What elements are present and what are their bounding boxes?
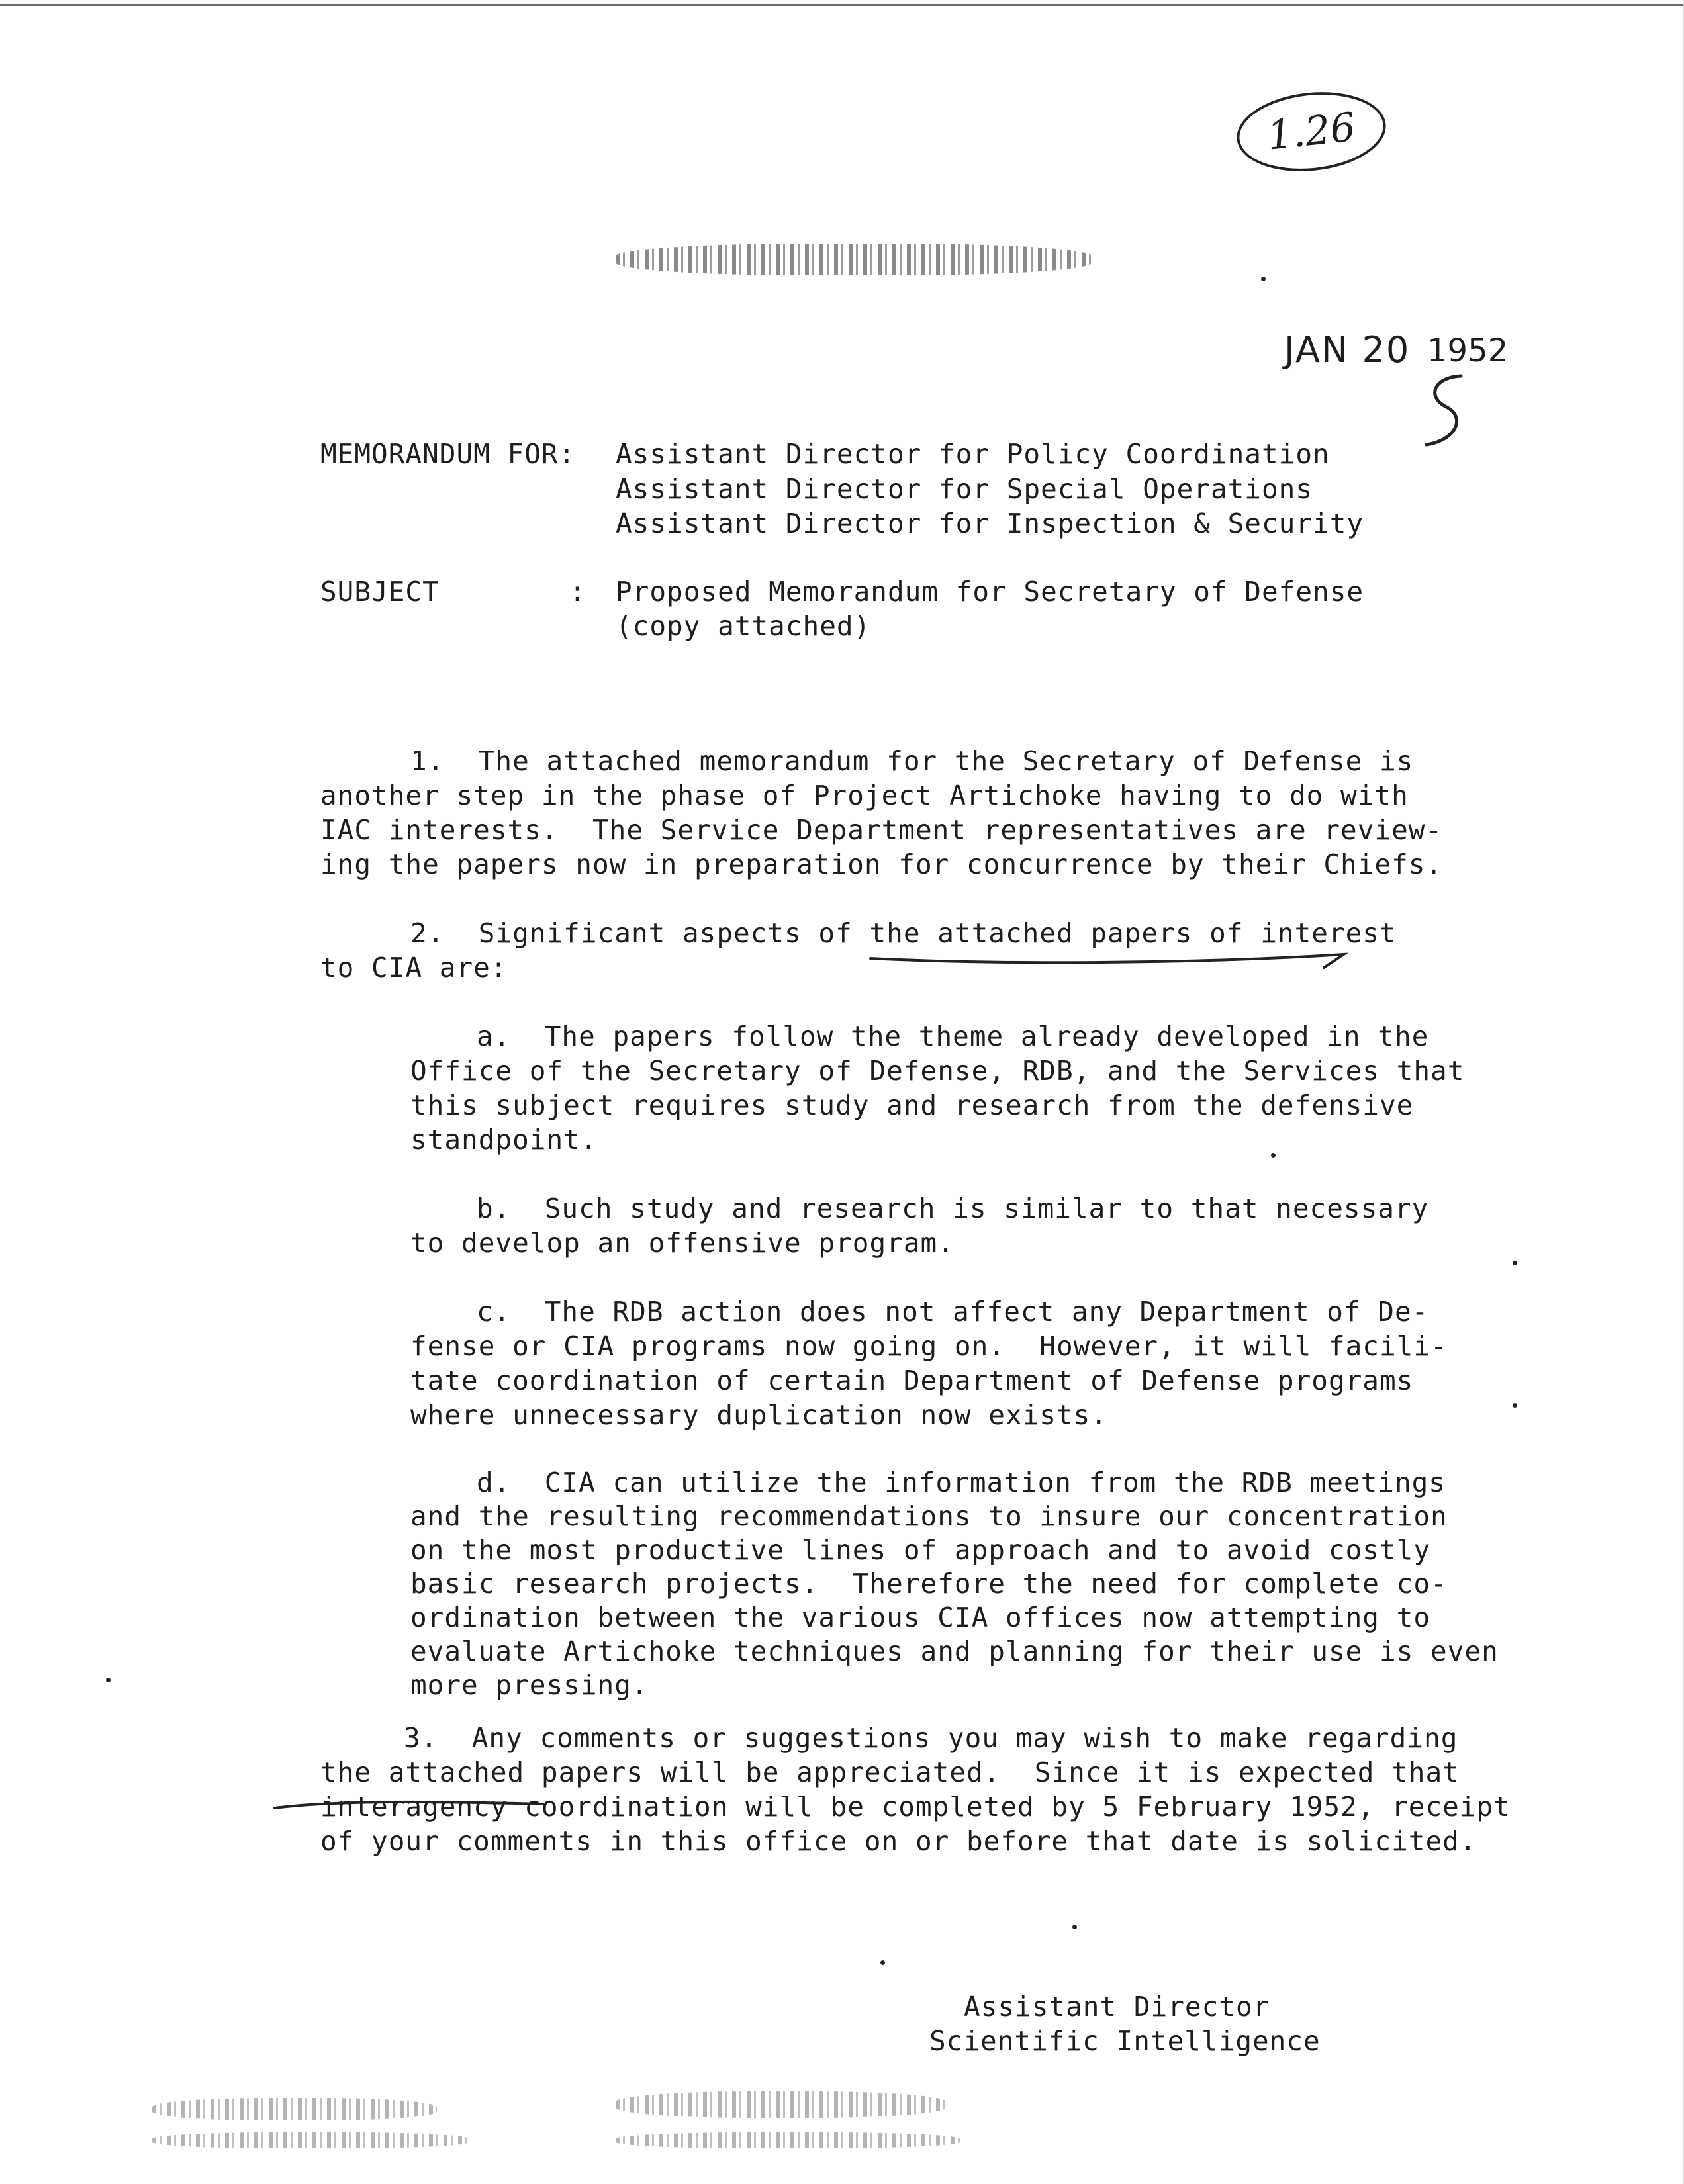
paragraph-3-line: 3. Any comments or suggestions you may wish to make regarding [404, 1722, 1458, 1754]
item-a-line: a. The papers follow the theme already developed in the [477, 1021, 1429, 1052]
signature-office: Scientific Intelligence [929, 2025, 1321, 2057]
subject-label: SUBJECT [320, 576, 440, 608]
paragraph-3-line: interagency coordination will be completed by 5 February 1952, receipt [320, 1791, 1511, 1823]
signature-title: Assistant Director [964, 1991, 1270, 2023]
item-c-line: c. The RDB action does not affect any Department of De- [477, 1296, 1429, 1328]
scan-speck [880, 1960, 885, 1965]
item-c-line: where unnecessary duplication now exists. [410, 1399, 1108, 1431]
redaction-smudge [616, 2132, 960, 2148]
subject-colon: : [569, 576, 586, 608]
item-d-line: and the resulting recommendations to insure our concentration [410, 1500, 1448, 1532]
date-stamp: JAN 20 [1284, 329, 1411, 371]
scan-speck [1513, 1261, 1517, 1265]
paragraph-1-line: ing the papers now in preparation for concurrence by their Chiefs. [320, 848, 1443, 880]
item-d-line: d. CIA can utilize the information from the RDB meetings [477, 1467, 1446, 1498]
paragraph-1-line: another step in the phase of Project Artichoke having to do with [320, 780, 1409, 811]
addressee-line: Assistant Director for Policy Coordination [616, 438, 1330, 470]
scan-top-border [0, 4, 1684, 6]
item-c-line: tate coordination of certain Department of Defense programs [410, 1365, 1414, 1396]
item-d-line: evaluate Artichoke techniques and planning for their use is even [410, 1635, 1499, 1667]
redaction-smudge [616, 244, 1092, 275]
paragraph-1-line: 1. The attached memorandum for the Secretary of Defense is [410, 745, 1414, 777]
redaction-smudge [616, 2091, 947, 2118]
paragraph-2-line: 2. Significant aspects of the attached papers of interest [410, 917, 1397, 949]
item-a-line: standpoint. [410, 1124, 598, 1156]
item-d-line: more pressing. [410, 1669, 649, 1701]
paragraph-2-line: to CIA are: [320, 952, 508, 983]
scan-speck [1513, 1403, 1517, 1408]
item-a-line: Office of the Secretary of Defense, RDB, and the Services that [410, 1055, 1465, 1087]
handwritten-underline [867, 945, 1364, 972]
redaction-smudge [152, 2098, 437, 2120]
item-d-line: basic research projects. Therefore the need for complete co- [410, 1568, 1448, 1600]
paragraph-1-line: IAC interests. The Service Department representatives are review- [320, 814, 1443, 846]
addressee-line: Assistant Director for Inspection & Security [616, 508, 1364, 539]
item-a-line: this subject requires study and research from the defensive [410, 1089, 1414, 1121]
redaction-smudge [152, 2132, 470, 2148]
item-d-line: on the most productive lines of approach and to avoid costly [410, 1534, 1431, 1566]
item-c-line: fense or CIA programs now going on. However, it will facili- [410, 1330, 1448, 1362]
scan-speck [1261, 277, 1266, 281]
item-d-line: ordination between the various CIA offices now attempting to [410, 1602, 1431, 1633]
paragraph-3-line: of your comments in this office on or before that date is solicited. [320, 1825, 1477, 1857]
subject-line: (copy attached) [616, 610, 871, 642]
memo-for-label: MEMORANDUM FOR: [320, 438, 576, 470]
handwritten-initial-mark [1420, 371, 1473, 450]
scan-speck [106, 1678, 111, 1682]
handwritten-strike-line [271, 1795, 549, 1815]
handwritten-page-number: 1.26 [1233, 85, 1389, 179]
addressee-line: Assistant Director for Special Operations [616, 473, 1313, 505]
scan-speck [1072, 1925, 1077, 1929]
scan-speck [1271, 1153, 1276, 1158]
subject-line: Proposed Memorandum for Secretary of Defense [616, 576, 1364, 608]
item-b-line: to develop an offensive program. [410, 1227, 955, 1259]
date-year: 1952 [1427, 332, 1509, 369]
item-b-line: b. Such study and research is similar to that necessary [477, 1193, 1429, 1224]
paragraph-3-line: the attached papers will be appreciated. Since it is expected that [320, 1756, 1460, 1788]
